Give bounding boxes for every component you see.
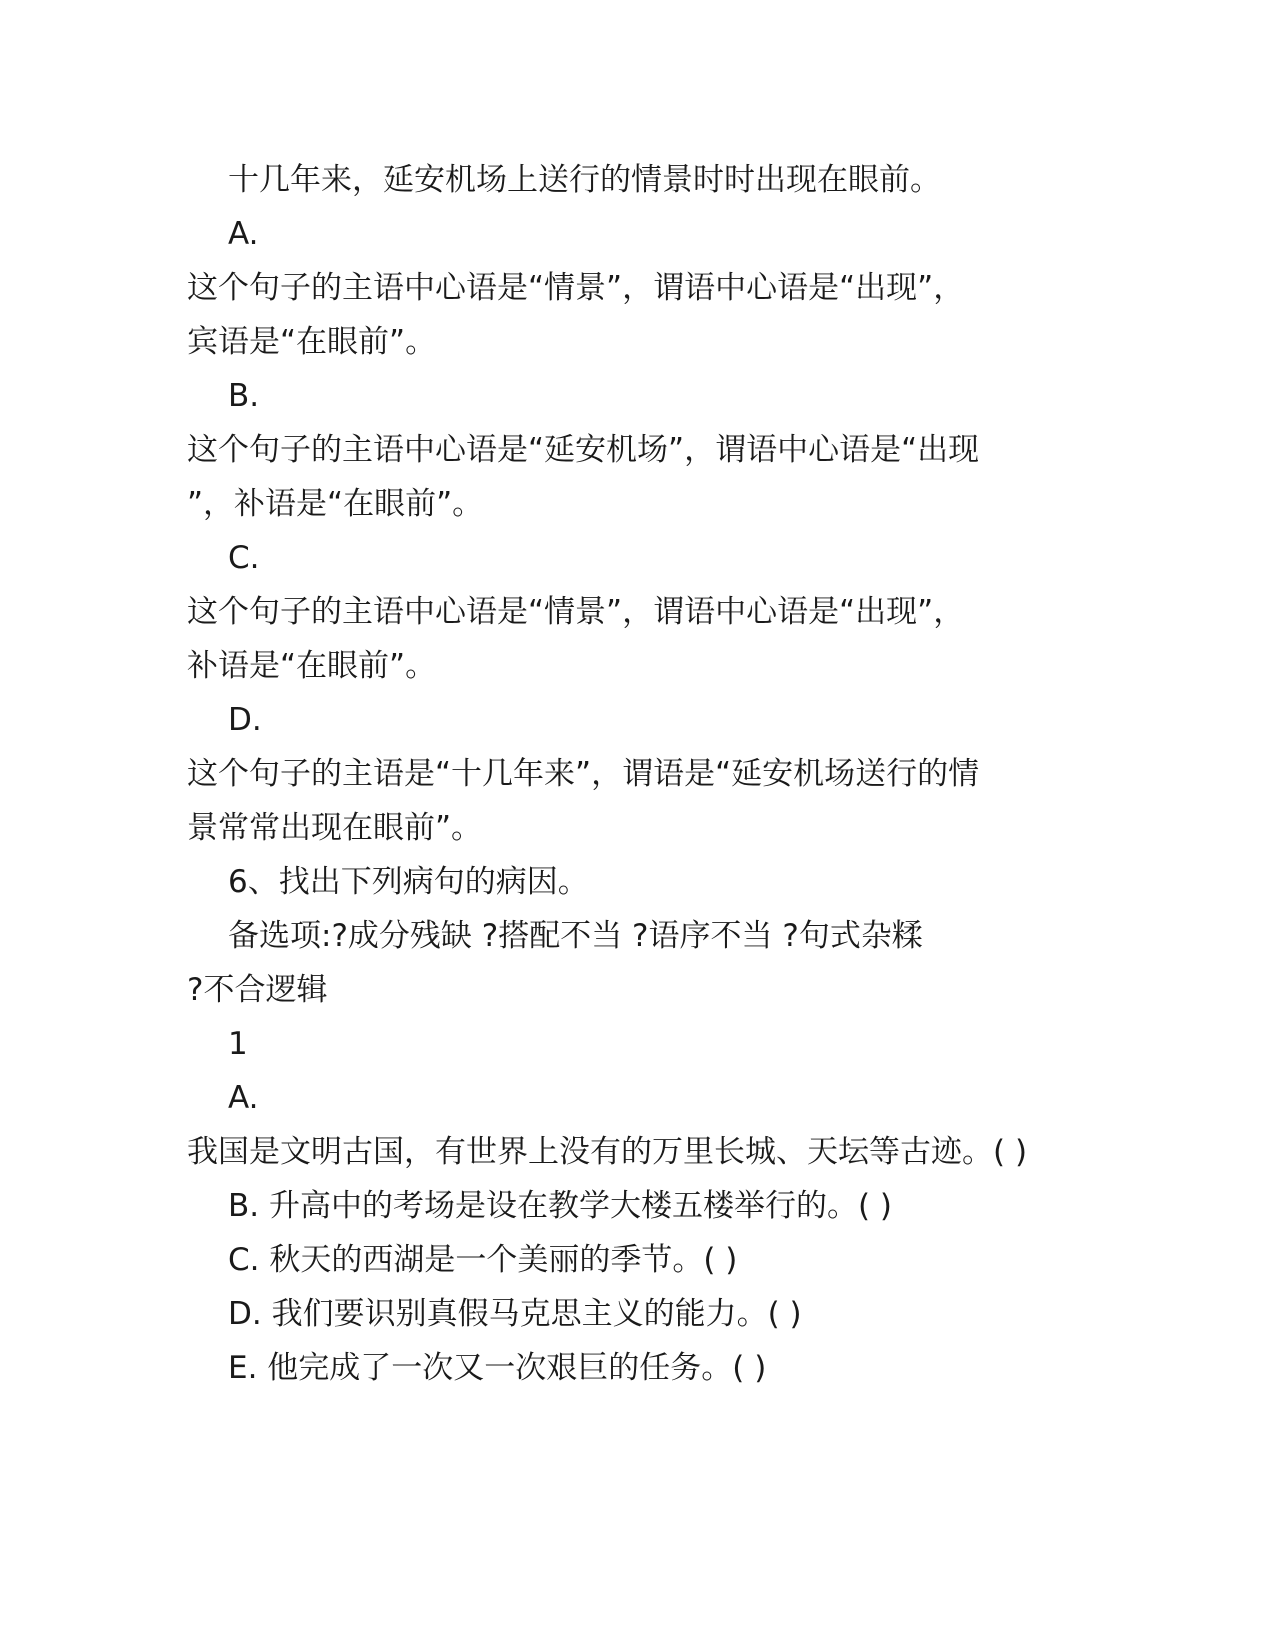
item-number: 1 (228, 1026, 248, 1062)
question-6-title: 6、找出下列病句的病因。 (228, 864, 589, 900)
sentence-c: C. 秋天的西湖是一个美丽的季节。( ) (228, 1242, 738, 1278)
option-c-label: C. (228, 540, 260, 576)
option-c-text-line1: 这个句子的主语中心语是“情景”，谓语中心语是“出现”， (187, 594, 965, 630)
option-b-text-line2: ”，补语是“在眼前”。 (187, 486, 484, 522)
sentence-b: B. 升高中的考场是设在教学大楼五楼举行的。( ) (228, 1188, 893, 1224)
option-d-text-line2: 景常常出现在眼前”。 (187, 810, 483, 846)
sentence-a-label: A. (228, 1080, 259, 1116)
option-d-label: D. (228, 702, 262, 738)
option-a-text-line2: 宾语是“在眼前”。 (187, 324, 437, 360)
sentence-prompt: 十几年来，延安机场上送行的情景时时出现在眼前。 (228, 162, 941, 198)
option-d-text-line1: 这个句子的主语是“十几年来”，谓语是“延安机场送行的情 (187, 756, 980, 792)
sentence-d: D. 我们要识别真假马克思主义的能力。( ) (228, 1296, 802, 1332)
option-b-text-line1: 这个句子的主语中心语是“延安机场”，谓语中心语是“出现 (187, 432, 980, 468)
option-a-text-line1: 这个句子的主语中心语是“情景”，谓语中心语是“出现”， (187, 270, 965, 306)
sentence-e: E. 他完成了一次又一次艰巨的任务。( ) (228, 1350, 767, 1386)
choices-line2: ?不合逻辑 (187, 972, 328, 1008)
sentence-a-text: 我国是文明古国，有世界上没有的万里长城、天坛等古迹。( ) (187, 1134, 1028, 1170)
choices-line1: 备选项:?成分残缺 ?搭配不当 ?语序不当 ?句式杂糅 (228, 918, 923, 954)
option-c-text-line2: 补语是“在眼前”。 (187, 648, 437, 684)
option-a-label: A. (228, 216, 259, 252)
option-b-label: B. (228, 378, 260, 414)
